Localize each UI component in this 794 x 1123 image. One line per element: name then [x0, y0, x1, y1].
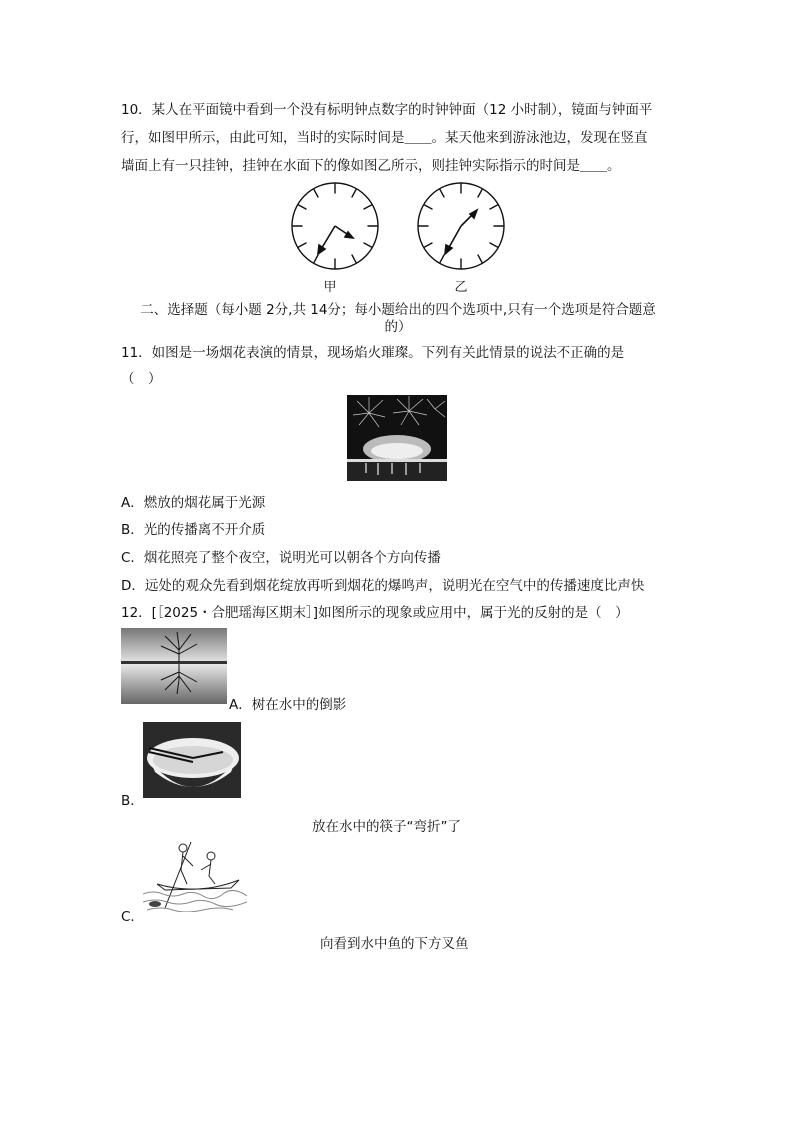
q12-option-a: A．树在水中的倒影 [229, 697, 347, 713]
question-10 [121, 96, 681, 180]
q11-option-b: B．光的传播离不开介质 [121, 522, 266, 538]
q11-option-d: D．远处的观众先看到烟花绽放再听到烟花的爆鸣声，说明光在空气中的传播速度比声快 [121, 578, 645, 594]
q11-answer-bracket: （ ） [121, 371, 162, 387]
clock-b-figure [416, 181, 506, 271]
q10-line-3: 墙面上有一只挂钟，挂钟在水面下的像如图乙所示，则挂钟实际指示的时间是＿＿。 [121, 158, 621, 174]
q12-option-c-letter: C． [121, 909, 144, 925]
clock-b-label: 乙 [454, 280, 468, 295]
q11-stem: 11．如图是一场烟花表演的情景，现场焰火璀璨。下列有关此情景的说法不正确的是 [121, 345, 625, 361]
q12-option-c-caption: 向看到水中鱼的下方叉鱼 [320, 936, 469, 952]
q10-line-1: 10．某人在平面镜中看到一个没有标明钟点数字的时钟钟面（12 小时制），镜面与钟面平 [121, 102, 653, 118]
chopsticks-bowl-image [143, 722, 241, 798]
clock-a-figure [290, 181, 380, 271]
fireworks-image [347, 395, 447, 481]
q12-option-b-caption: 放在水中的筷子“弯折”了 [312, 819, 461, 835]
clock-a-label: 甲 [323, 280, 337, 295]
q11-option-a: A．燃放的烟花属于光源 [121, 495, 266, 511]
section-2-line-1: 二、选择题（每小题 2分,共 14分；每小题给出的四个选项中,只有一个选项是符合题意 [140, 302, 656, 318]
section-2-line-2: 的） [384, 319, 412, 335]
tree-reflection-image [121, 628, 227, 704]
q12-stem: 12．[［2025・合肥瑶海区期末］]如图所示的现象或应用中，属于光的反射的是（ ） [121, 605, 629, 621]
q12-option-b-letter: B． [121, 793, 144, 809]
fish-spearing-image [143, 840, 247, 912]
q11-option-c: C．烟花照亮了整个夜空，说明光可以朝各个方向传播 [121, 550, 441, 566]
q10-line-2: 行，如图甲所示，由此可知，当时的实际时间是＿＿。某天他来到游泳池边，发现在竖直 [121, 130, 648, 146]
section-2-heading [128, 302, 668, 336]
